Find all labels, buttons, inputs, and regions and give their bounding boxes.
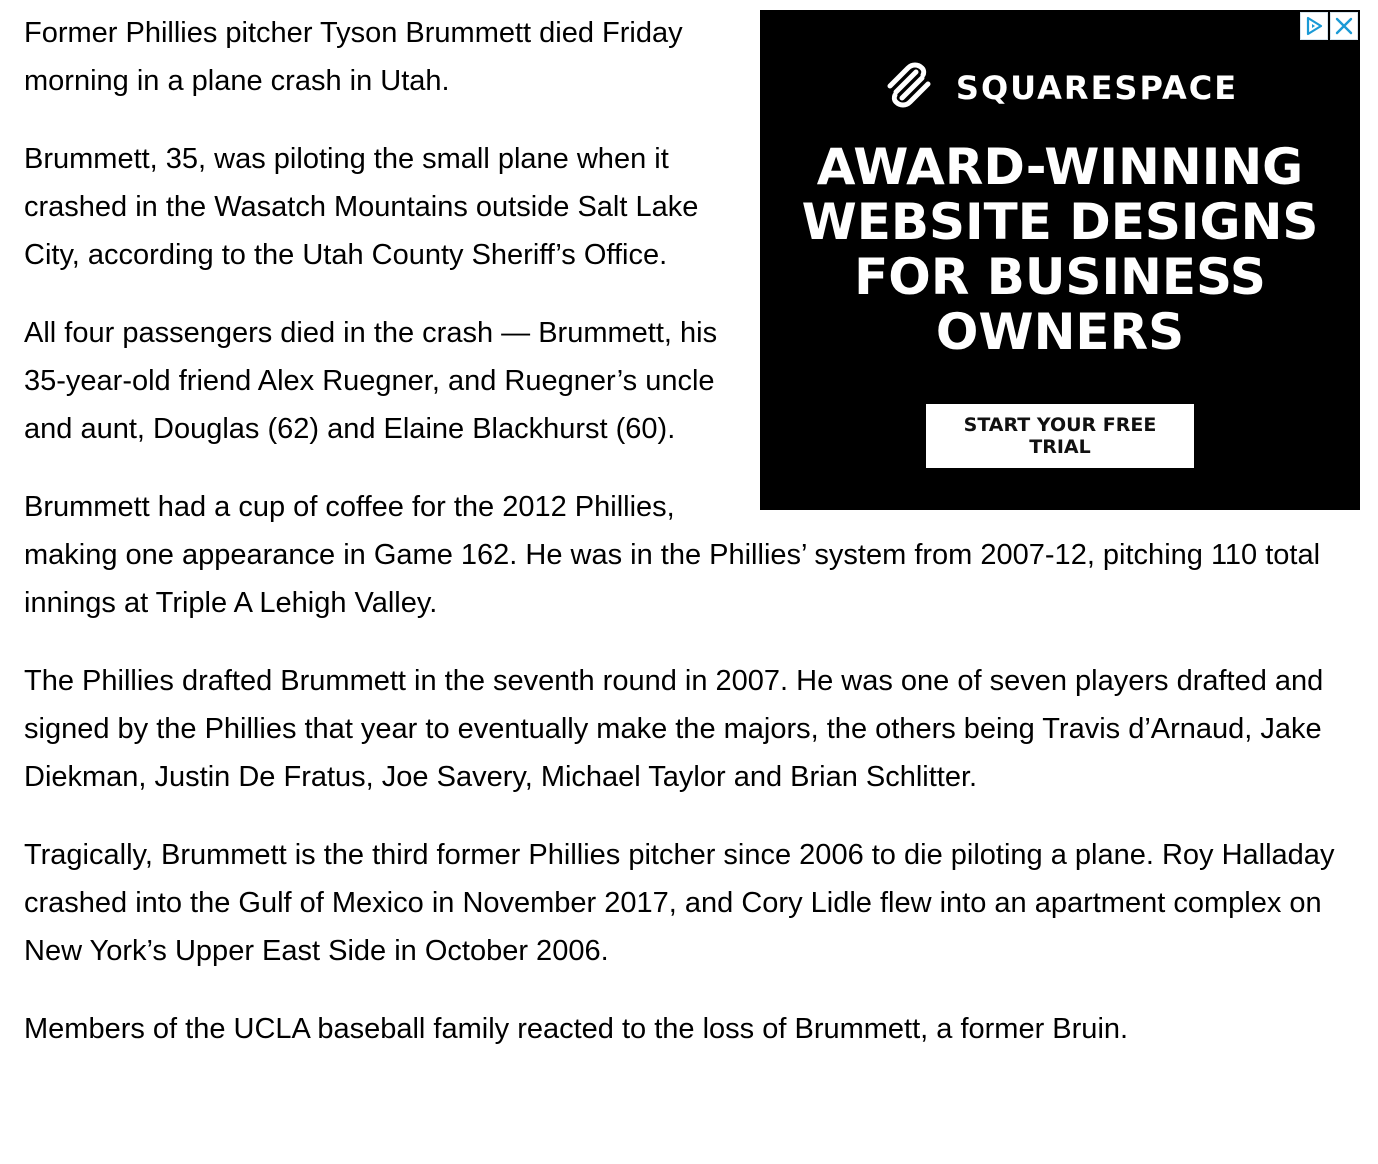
ad-headline bbox=[790, 140, 1330, 360]
ad-brand-name: SQUARESPACE bbox=[955, 68, 1239, 107]
adchoices-icon[interactable] bbox=[1300, 12, 1328, 40]
ad-controls bbox=[1300, 12, 1358, 40]
ad-headline-line: WEBSITE DESIGNS bbox=[801, 193, 1319, 251]
paragraph-3: All four passengers died in the crash — Brummett, his 35-year-old friend Alex Ruegner, and Ruegner’s uncle and aunt, Douglas (62) and Elaine Blackhurst (60). bbox=[24, 317, 718, 445]
start-free-trial-button[interactable]: START YOUR FREE TRIAL bbox=[926, 404, 1194, 468]
paragraph-1: Former Phillies pitcher Tyson Brummett died Friday morning in a plane crash in Utah. bbox=[24, 17, 683, 97]
close-ad-icon[interactable] bbox=[1330, 12, 1358, 40]
ad-brand bbox=[760, 60, 1360, 115]
squarespace-logo-icon bbox=[882, 60, 942, 115]
paragraph-2: Brummett, 35, was piloting the small plane when it crashed in the Wasatch Mountains outside Salt Lake City, according to the Utah County Sheriff’s Office. bbox=[24, 143, 699, 271]
paragraph-6: Tragically, Brummett is the third former Phillies pitcher since 2006 to die piloting a plane. Roy Halladay crashed into the Gulf of Mexico in November 2017, and Cory Lidle flew into an apartment complex on New York’s Upper East Side in October 2006. bbox=[24, 839, 1335, 967]
paragraph-5: The Phillies drafted Brummett in the seventh round in 2007. He was one of seven players drafted and signed by the Phillies that year to eventually make the majors, the others being Travis d’Arnaud, Jake Diekman, Justin De Fratus, Joe Savery, Michael Taylor and Brian Schlitter. bbox=[24, 665, 1324, 793]
ad-headline-line: OWNERS bbox=[935, 303, 1185, 361]
squarespace-ad[interactable] bbox=[760, 10, 1360, 510]
ad-headline-line: AWARD-WINNING bbox=[816, 138, 1304, 196]
article-body bbox=[24, 9, 1354, 1053]
ad-headline-line: FOR BUSINESS bbox=[854, 248, 1266, 306]
paragraph-7: Members of the UCLA baseball family reacted to the loss of Brummett, a former Bruin. bbox=[24, 1013, 1129, 1045]
paragraph-4: Brummett had a cup of coffee for the 2012 Phillies, making one appearance in Game 162. He was in the Phillies’ system from 2007-12, pitching 110 total innings at Triple A Lehigh Valley. bbox=[24, 491, 1321, 619]
